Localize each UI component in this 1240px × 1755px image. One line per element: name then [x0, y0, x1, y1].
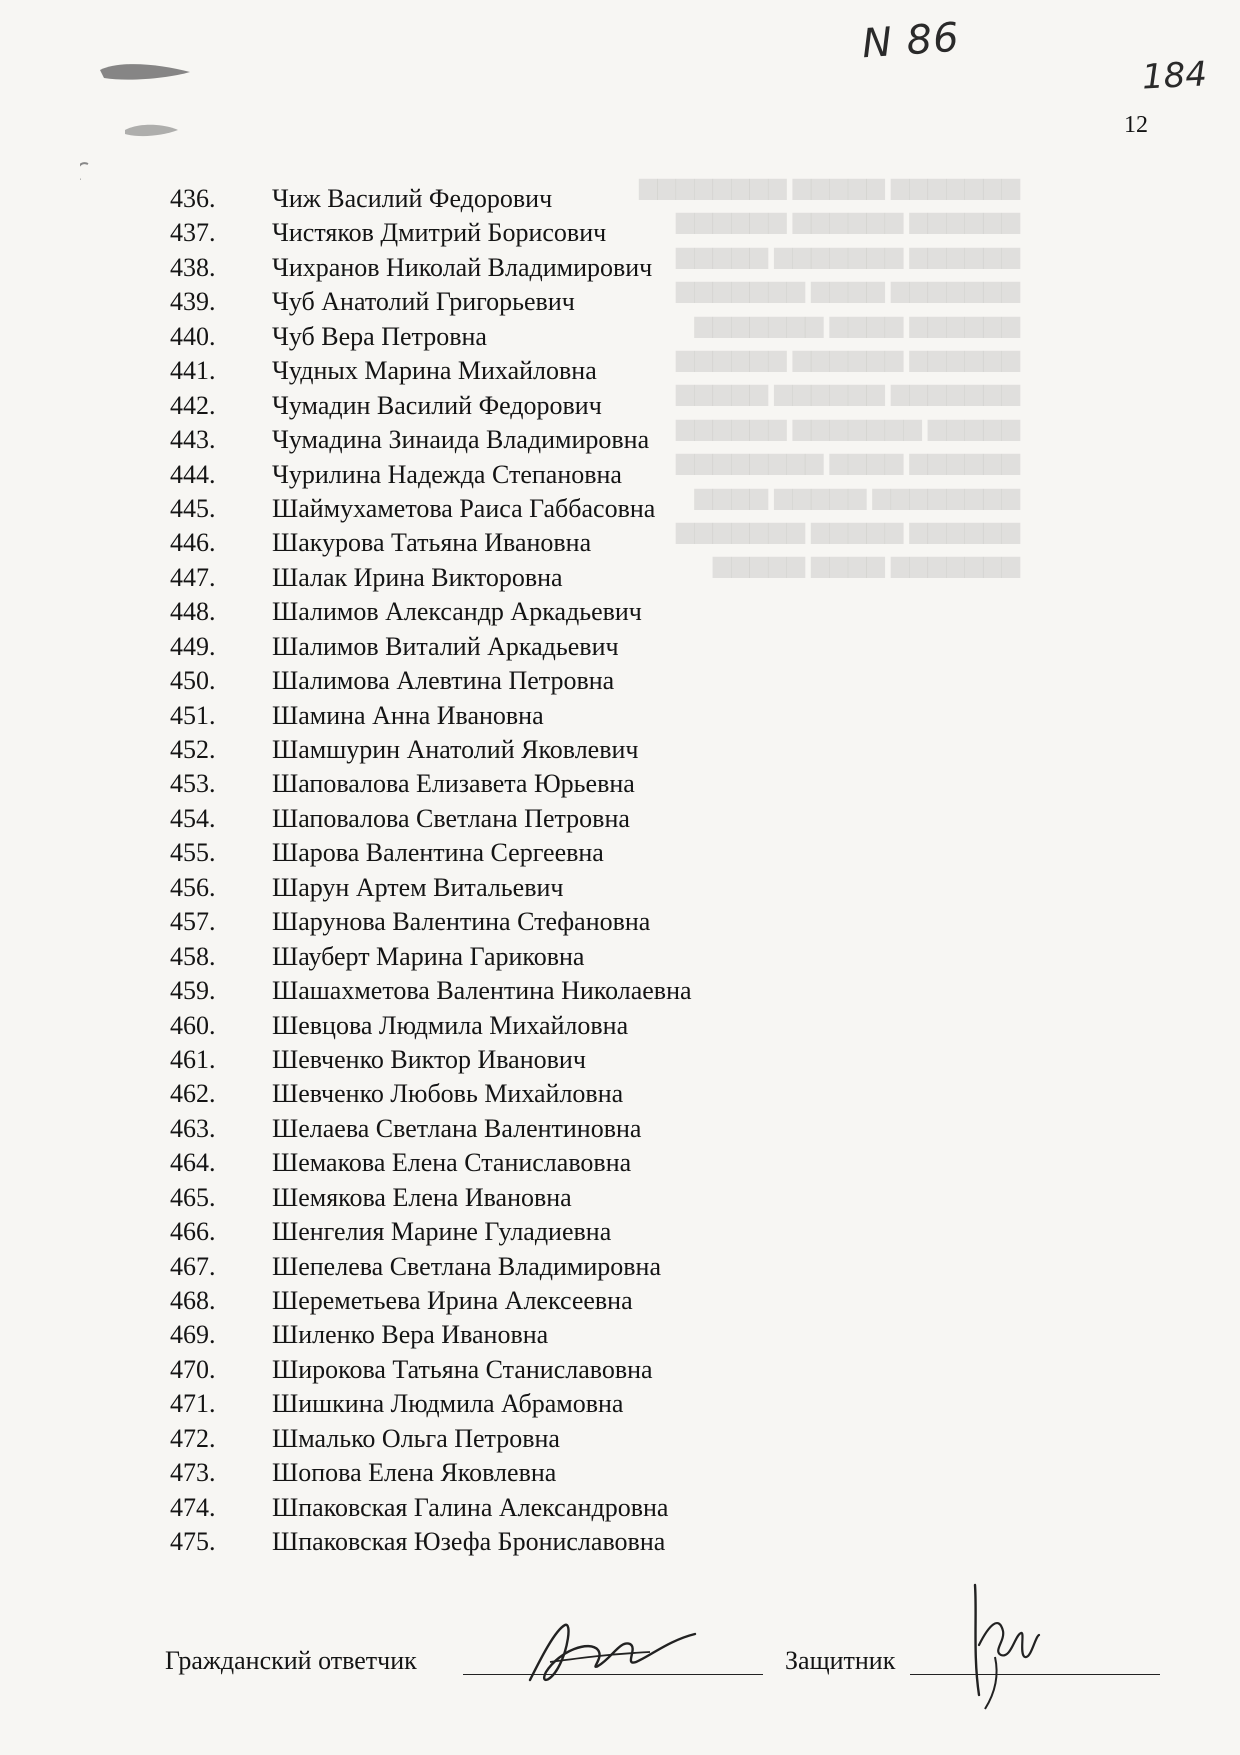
entry-number: 437. [170, 218, 216, 248]
entry-name: Шопова Елена Яковлевна [272, 1458, 557, 1488]
entry-name: Шарова Валентина Сергеевна [272, 838, 604, 868]
entry-name: Шелаева Светлана Валентиновна [272, 1113, 642, 1143]
civil-defendant-signature-line [463, 1674, 763, 1675]
list-item [0, 1387, 1240, 1421]
entry-number: 469. [170, 1320, 216, 1350]
list-item [0, 216, 1240, 250]
list-item [0, 1353, 1240, 1387]
entry-number: 445. [170, 493, 216, 523]
list-item [0, 561, 1240, 595]
entry-name: Шакурова Татьяна Ивановна [272, 528, 592, 558]
list-item [0, 492, 1240, 526]
entry-number: 446. [170, 528, 216, 558]
defender-signature-line [910, 1674, 1160, 1675]
names-list [0, 182, 1240, 1560]
entry-name: Шамина Анна Ивановна [272, 700, 544, 730]
entry-name: Шереметьева Ирина Алексеевна [272, 1286, 633, 1315]
entry-name: Шенгелия Марине Гуладиевна [272, 1217, 612, 1247]
entry-name: Чистяков Дмитрий Борисович [272, 218, 607, 248]
list-item [0, 1318, 1240, 1352]
list-item [0, 182, 1240, 216]
entry-name: Шевченко Виктор Иванович [272, 1044, 586, 1074]
list-item [0, 1250, 1240, 1284]
entry-name: Широкова Татьяна Станиславовна [272, 1354, 653, 1384]
list-item [0, 664, 1240, 698]
entry-name: Чумадина Зинаида Владимировна [272, 425, 650, 455]
entry-number: 470. [170, 1354, 216, 1384]
entry-name: Шевцова Людмила Михайловна [272, 1010, 629, 1040]
list-item [0, 1009, 1240, 1043]
entry-number: 475. [170, 1527, 216, 1557]
list-item [0, 1422, 1240, 1456]
defender-label: Защитник [785, 1646, 896, 1675]
entry-number: 468. [170, 1286, 216, 1315]
entry-name: Шишкина Людмила Абрамовна [272, 1389, 624, 1419]
entry-name: Шиленко Вера Ивановна [272, 1320, 549, 1350]
list-item [0, 1181, 1240, 1215]
entry-name: Шалак Ирина Викторовна [272, 562, 563, 592]
document-number-handwritten: N 86 [860, 14, 962, 68]
entry-name: Шалимов Виталий Аркадьевич [272, 631, 619, 661]
entry-name: Шарунова Валентина Стефановна [272, 907, 651, 937]
entry-name: Шмалько Ольга Петровна [272, 1423, 560, 1453]
list-item [0, 905, 1240, 939]
list-item [0, 526, 1240, 560]
list-item [0, 1215, 1240, 1249]
entry-number: 460. [170, 1010, 216, 1040]
entry-number: 447. [170, 562, 216, 592]
list-item [0, 733, 1240, 767]
entry-number: 442. [170, 390, 216, 420]
entry-name: Чурилина Надежда Степановна [272, 459, 622, 489]
entry-number: 455. [170, 838, 216, 868]
entry-number: 451. [170, 700, 216, 730]
entry-name: Чихранов Николай Владимирович [272, 252, 653, 282]
entry-number: 458. [170, 941, 216, 971]
entry-number: 461. [170, 1044, 216, 1074]
entry-number: 459. [170, 976, 216, 1006]
entry-name: Шамшурин Анатолий Яковлевич [272, 735, 639, 764]
list-item [0, 1525, 1240, 1559]
list-item [0, 1146, 1240, 1180]
entry-number: 441. [170, 356, 216, 386]
entry-number: 444. [170, 459, 216, 489]
list-item [0, 940, 1240, 974]
entry-name: Чудных Марина Михайловна [272, 356, 597, 386]
list-item [0, 1491, 1240, 1525]
entry-number: 450. [170, 666, 216, 696]
list-item [0, 320, 1240, 354]
entry-number: 473. [170, 1458, 216, 1488]
entry-name: Шаймухаметова Раиса Габбасовна [272, 493, 656, 523]
entry-name: Шалимов Александр Аркадьевич [272, 597, 642, 627]
entry-name: Шепелева Светлана Владимировна [272, 1251, 661, 1281]
list-item [0, 595, 1240, 629]
entry-number: 471. [170, 1389, 216, 1419]
entry-name: Шевченко Любовь Михайловна [272, 1079, 624, 1109]
entry-number: 472. [170, 1423, 216, 1453]
list-item [0, 802, 1240, 836]
list-item [0, 1284, 1240, 1318]
entry-number: 438. [170, 252, 216, 282]
reverse-side-bleed-through: ▆▆▆▆▆▆▆ ▆▆▆▆▆ ▆▆▆▆▆▆▆▆ ▆▆▆▆▆▆ ▆▆▆▆▆▆ ▆▆▆▆▆▆ ▆▆▆▆▆▆ ▆▆▆▆▆▆▆ ▆▆▆▆▆ ▆▆▆▆▆▆▆ ▆▆▆▆ ▆▆▆▆▆▆▆ ▆▆▆▆▆▆ ▆▆▆▆ ▆▆▆▆▆▆▆ ▆▆▆▆▆▆ ▆▆▆▆▆▆ ▆▆▆▆▆▆ ▆▆▆▆▆▆▆ ▆▆▆▆▆▆ ▆▆▆▆▆ ▆▆▆▆▆ ▆▆▆▆▆▆▆ ▆▆▆▆▆▆ ▆▆▆▆▆▆ ▆▆▆▆ ▆▆▆▆▆▆▆▆ ▆▆▆▆▆▆▆▆ ▆▆▆▆▆ ▆▆▆▆ ▆▆▆▆▆▆ ▆▆▆▆▆ ▆▆▆▆▆▆▆ ▆▆▆▆▆▆▆ ▆▆▆▆ ▆▆▆▆▆ [638, 174, 1020, 579]
entry-name: Шпаковская Галина Александровна [272, 1492, 669, 1522]
entry-number: 453. [170, 769, 216, 799]
list-item [0, 285, 1240, 319]
entry-number: 464. [170, 1148, 216, 1178]
entry-name: Шарун Артем Витальевич [272, 872, 564, 902]
scan-smudge [80, 30, 220, 190]
entry-number: 465. [170, 1182, 216, 1212]
sheet-number-handwritten: 184 [1140, 54, 1208, 98]
entry-name: Шемякова Елена Ивановна [272, 1182, 572, 1212]
list-item [0, 1456, 1240, 1490]
entry-number: 439. [170, 287, 216, 317]
list-item [0, 871, 1240, 905]
entry-number: 463. [170, 1113, 216, 1143]
entry-name: Шпаковская Юзефа Брониславовна [272, 1527, 666, 1557]
entry-name: Чиж Василий Федорович [272, 184, 553, 213]
entry-number: 467. [170, 1251, 216, 1281]
entry-number: 440. [170, 321, 216, 351]
list-item [0, 458, 1240, 492]
entry-number: 448. [170, 597, 216, 627]
entry-number: 454. [170, 803, 216, 833]
entry-name: Шаповалова Елизавета Юрьевна [272, 769, 635, 799]
list-item [0, 767, 1240, 801]
entry-name: Чуб Анатолий Григорьевич [272, 287, 575, 317]
entry-number: 466. [170, 1217, 216, 1247]
list-item [0, 699, 1240, 733]
list-item [0, 251, 1240, 285]
list-item [0, 836, 1240, 870]
list-item [0, 1077, 1240, 1111]
entry-name: Чумадин Василий Федорович [272, 390, 602, 420]
list-item [0, 630, 1240, 664]
list-item [0, 1112, 1240, 1146]
defender-signature [955, 1575, 1045, 1715]
entry-number: 436. [170, 184, 216, 213]
entry-name: Шалимова Алевтина Петровна [272, 666, 615, 696]
list-item [0, 423, 1240, 457]
entry-number: 462. [170, 1079, 216, 1109]
entry-name: Шаповалова Светлана Петровна [272, 803, 630, 833]
entry-name: Чуб Вера Петровна [272, 321, 487, 351]
entry-number: 456. [170, 872, 216, 902]
list-item [0, 974, 1240, 1008]
list-item [0, 354, 1240, 388]
entry-name: Шемакова Елена Станиславовна [272, 1148, 632, 1178]
entry-number: 452. [170, 735, 216, 764]
civil-defendant-label: Гражданский ответчик [165, 1646, 417, 1675]
list-item [0, 389, 1240, 423]
entry-number: 449. [170, 631, 216, 661]
signature-block [165, 1646, 1165, 1686]
list-item [0, 1043, 1240, 1077]
entry-name: Шауберт Марина Гариковна [272, 941, 585, 971]
entry-name: Шашахметова Валентина Николаевна [272, 976, 692, 1006]
entry-number: 443. [170, 425, 216, 455]
page-number: 12 [1124, 112, 1148, 138]
entry-number: 457. [170, 907, 216, 937]
entry-number: 474. [170, 1492, 216, 1522]
